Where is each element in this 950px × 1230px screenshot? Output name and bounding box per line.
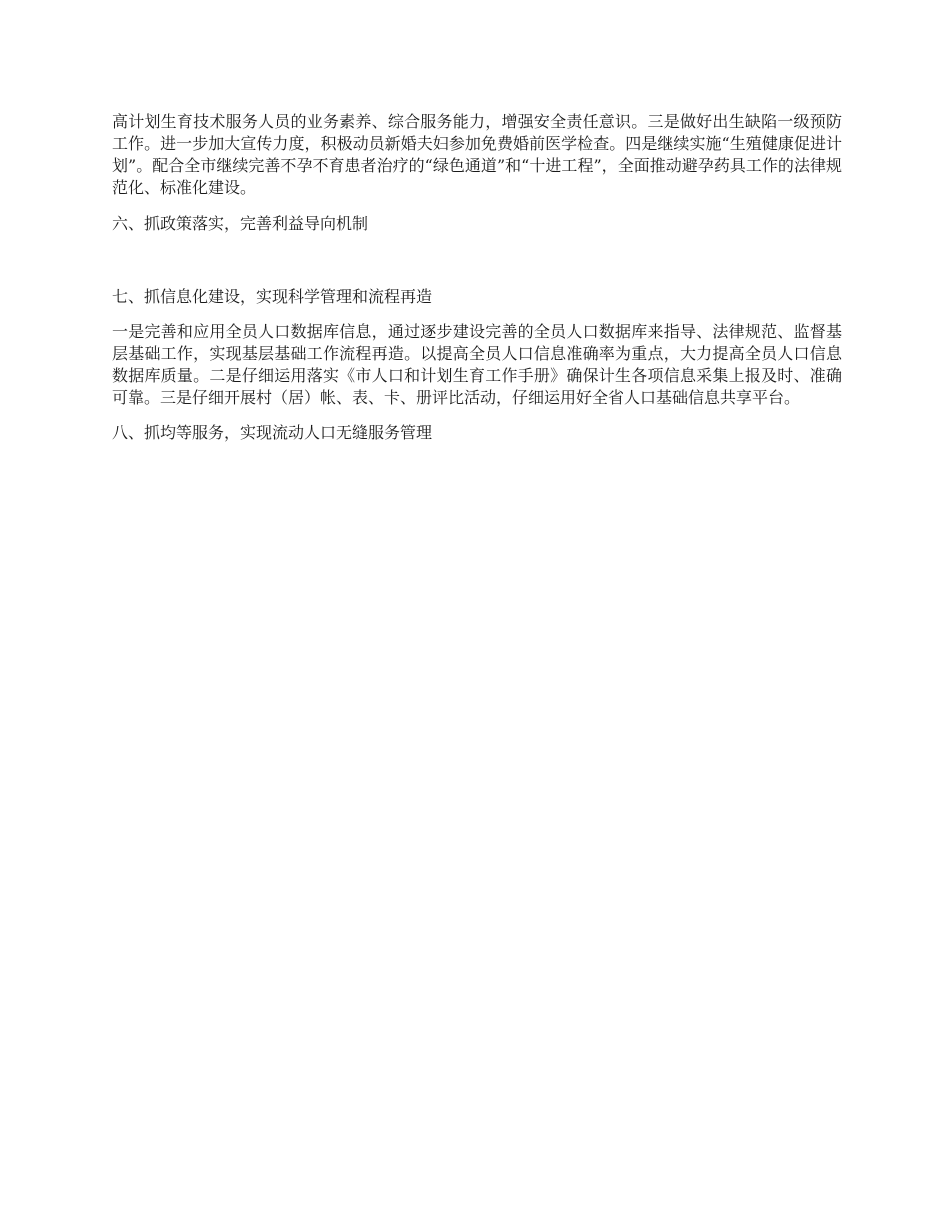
heading-section-seven: 七、抓信息化建设，实现科学管理和流程再造 [112,287,433,306]
paragraph-information-database: 一是完善和应用全员人口数据库信息，通过逐步建设完善的全员人口数据库来指导、法律规范、监督基层基础工作，实现基层基础工作流程再造。以提高全员人口信息准确率为重点，大力提高全员人口信息数据库质量。二是仔细运用落实《市人口和计划生育工作手册》确保计生各项信息采集上报及时、准确可靠。三是仔细开展村（居）帐、表、卡、册评比活动，仔细运用好全省人口基础信息共享平台。 [112,322,842,407]
heading-section-eight: 八、抓均等服务，实现流动人口无缝服务管理 [112,423,433,442]
heading-section-six: 六、抓政策落实，完善利益导向机制 [112,214,369,233]
paragraph-technical-services: 高计划生育技术服务人员的业务素养、综合服务能力，增强安全责任意识。三是做好出生缺陷一级预防工作。进一步加大宣传力度，积极动员新婚夫妇参加免费婚前医学检查。四是继续实施“生殖健康促进计划”。配合全市继续完善不孕不育患者治疗的“绿色通道”和“十进工程”，全面推动避孕药具工作的法律规范化、标准化建设。 [112,112,842,197]
document-page [112,111,842,444]
